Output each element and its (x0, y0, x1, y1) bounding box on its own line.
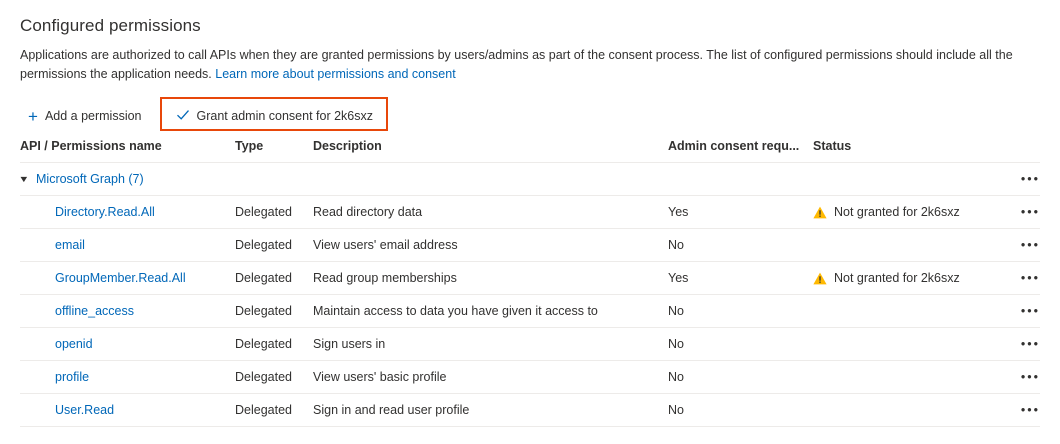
permission-name-link[interactable]: offline_access (55, 304, 134, 318)
group-row-menu-button[interactable]: ••• (993, 163, 1040, 196)
page-title: Configured permissions (20, 16, 201, 35)
add-permission-button[interactable] (18, 100, 152, 132)
row-menu-button[interactable]: ••• (993, 295, 1040, 328)
add-permission-label: Add a permission (44, 109, 142, 123)
permission-admin-consent: No (668, 229, 813, 262)
permission-type: Delegated (235, 229, 313, 262)
permission-name-link[interactable]: email (55, 238, 85, 252)
header-description: Description (313, 139, 668, 163)
permission-admin-consent: No (668, 328, 813, 361)
permission-admin-consent: No (668, 295, 813, 328)
permission-description: View users' email address (313, 229, 668, 262)
row-menu-button[interactable]: ••• (993, 229, 1040, 262)
permission-description: View users' basic profile (313, 361, 668, 394)
status-text: Not granted for 2k6sxz (834, 205, 960, 219)
table-row (20, 361, 1040, 394)
permission-description: Sign users in (313, 328, 668, 361)
checkmark-icon (176, 108, 190, 125)
permission-type: Delegated (235, 394, 313, 427)
status-text: Not granted for 2k6sxz (834, 271, 960, 285)
row-menu-button[interactable]: ••• (993, 361, 1040, 394)
grant-admin-consent-label: Grant admin consent for 2k6sxz (196, 109, 373, 123)
row-menu-button[interactable]: ••• (993, 394, 1040, 427)
header-type: Type (235, 139, 313, 163)
group-cell (20, 163, 993, 196)
warning-icon (813, 206, 827, 219)
header-admin-consent-text: Admin consent requ... (668, 139, 800, 153)
table-row (20, 394, 1040, 427)
group-label: Microsoft Graph (7) (36, 172, 144, 186)
permission-description: Sign in and read user profile (313, 394, 668, 427)
permission-type: Delegated (235, 262, 313, 295)
learn-more-link[interactable]: Learn more about permissions and consent (215, 67, 456, 82)
table-row (20, 328, 1040, 361)
grant-admin-consent-button[interactable] (166, 100, 383, 132)
permission-name-link[interactable]: profile (55, 370, 90, 384)
group-toggle-microsoft-graph[interactable] (20, 172, 993, 186)
table-row (20, 196, 1040, 229)
permissions-table (20, 139, 1040, 427)
permission-admin-consent: Yes (668, 262, 813, 295)
permission-type: Delegated (235, 295, 313, 328)
table-header-row (20, 139, 1040, 163)
permission-type: Delegated (235, 196, 313, 229)
permission-admin-consent: No (668, 394, 813, 427)
status-badge (813, 205, 993, 219)
plus-icon: + (28, 106, 38, 126)
section-description (20, 46, 1030, 85)
table-row (20, 229, 1040, 262)
permission-description: Read group memberships (313, 262, 668, 295)
permission-admin-consent: Yes (668, 196, 813, 229)
table-group-row (20, 163, 1040, 196)
table-row (20, 295, 1040, 328)
chevron-down-icon: ▼ (18, 173, 30, 184)
row-menu-button[interactable]: ••• (993, 262, 1040, 295)
description-text: Applications are authorized to call APIs when they are granted permissions by users/admins as part of the consent process. The list of configured permissions should include all the permissions the application needs. (20, 48, 1013, 82)
permission-name-link[interactable]: openid (55, 337, 93, 351)
permission-type: Delegated (235, 361, 313, 394)
permission-description: Maintain access to data you have given it access to (313, 295, 668, 328)
table-row (20, 262, 1040, 295)
permission-name-link[interactable]: GroupMember.Read.All (55, 271, 186, 285)
permissions-toolbar (18, 100, 383, 132)
row-menu-button[interactable]: ••• (993, 328, 1040, 361)
header-api-permissions-name: API / Permissions name (20, 139, 235, 163)
permission-name-link[interactable]: Directory.Read.All (55, 205, 155, 219)
permission-admin-consent: No (668, 361, 813, 394)
status-badge (813, 271, 993, 285)
permission-type: Delegated (235, 328, 313, 361)
header-admin-consent-required (668, 139, 813, 163)
permission-name-link[interactable]: User.Read (55, 403, 115, 417)
warning-icon (813, 272, 827, 285)
header-menu (993, 139, 1040, 163)
permission-description: Read directory data (313, 196, 668, 229)
header-status: Status (813, 139, 993, 163)
row-menu-button[interactable]: ••• (993, 196, 1040, 229)
